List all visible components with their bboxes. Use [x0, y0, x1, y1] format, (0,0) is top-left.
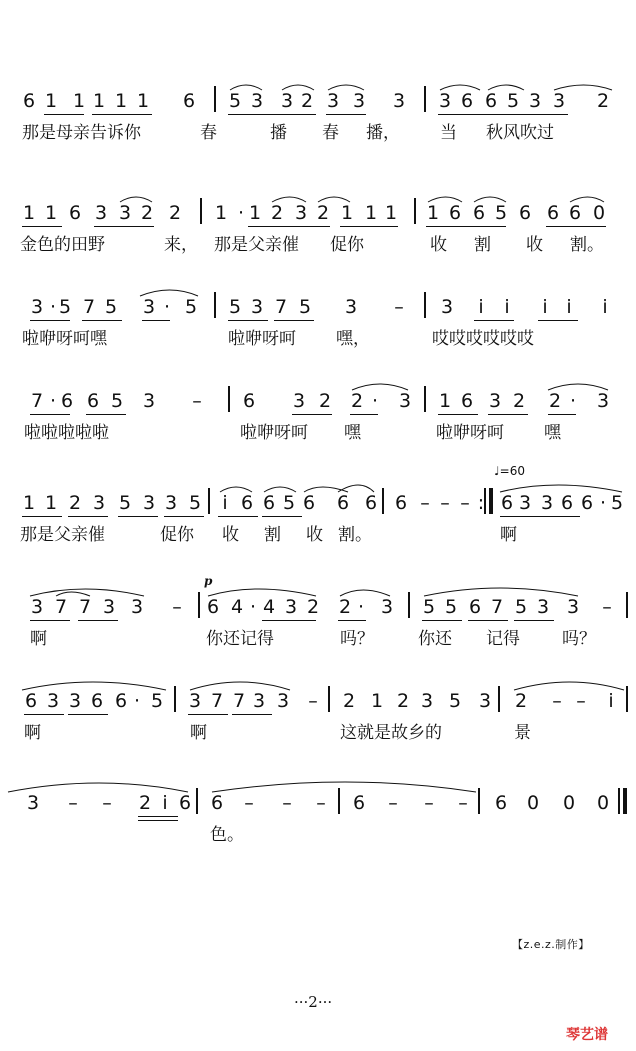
lyrics-row: 啊 你还记得 吗？ 你还 记得 吗？ [30, 629, 596, 649]
page-number: ···2··· [294, 993, 333, 1011]
score-system-5 [0, 464, 636, 566]
score-system-3 [0, 290, 636, 370]
slur-marks [0, 486, 636, 516]
lyrics-row: 那是母亲告诉你 春 播 春 播， 当 秋风吹过 [22, 123, 554, 143]
lyrics-row: 啊 啊 这就是故乡的 景 [24, 723, 531, 743]
score-system-6 [0, 574, 636, 670]
watermark-logo: 琴艺谱 [566, 1027, 608, 1043]
notes-row: 6 3 3 6 6 · 5 3 7 7 3 3 – 2 1 2 3 5 3 2 – – i [0, 684, 636, 712]
lyrics-row: 那是父亲催 促你 收 割 收 割。 啊 [20, 525, 517, 545]
lyrics-row: 啦啦啦啦啦 啦咿呀呵 嘿 啦咿呀呵 嘿 [24, 423, 561, 443]
slur-marks [0, 290, 636, 320]
notes-row: 3 – – 2 i 6 6 – – – 6 – – – 6 0 0 0 [0, 786, 636, 814]
lyrics-row: 金色的田野 来， 那是父亲催 促你 收 割 收 割。 [20, 235, 604, 255]
dynamic-marking: p [204, 574, 213, 588]
notes-row: 1 1 6 3 3 2 2 1 · 1 2 3 2 1 1 1 1 6 6 5 6 6 6 0 [0, 196, 636, 224]
score-system-1 [0, 84, 636, 164]
notes-row: 1 1 2 3 5 3 3 5 i 6 6 5 6 6 6 6 – – – : 6 3 3 6 6 · 5 [0, 486, 636, 514]
score-system-4 [0, 384, 636, 464]
slur-marks [0, 384, 636, 414]
score-system-7 [0, 684, 636, 764]
score-system-8 [0, 786, 636, 866]
credit-label: 【z.e.z.制作】 [512, 938, 590, 951]
slur-marks [0, 84, 636, 114]
notes-row: 6 1 1 1 1 1 6 5 3 3 2 3 3 3 3 6 6 5 3 3 2 [0, 84, 636, 112]
slur-marks [0, 684, 636, 714]
slur-marks [0, 786, 636, 816]
slur-marks [0, 590, 636, 620]
notes-row: 7 · 6 6 5 3 – 6 3 2 2 · 3 1 6 3 2 2 · 3 [0, 384, 636, 412]
notes-row: 3 7 7 3 3 – 6 4 · 4 3 2 2 · 3 5 5 6 7 5 3 3 – [0, 590, 636, 618]
tempo-marking: ♩=60 [494, 464, 525, 478]
notes-row: 3 · 5 7 5 3 · 5 5 3 7 5 3 – 3 i i i i i [0, 290, 636, 318]
lyrics-row: 啦咿呀呵嘿 啦咿呀呵 嘿， 哎哎哎哎哎哎 [22, 329, 534, 349]
score-system-2 [0, 196, 636, 276]
slur-marks [0, 196, 636, 226]
lyrics-row: 色。 [210, 825, 244, 845]
